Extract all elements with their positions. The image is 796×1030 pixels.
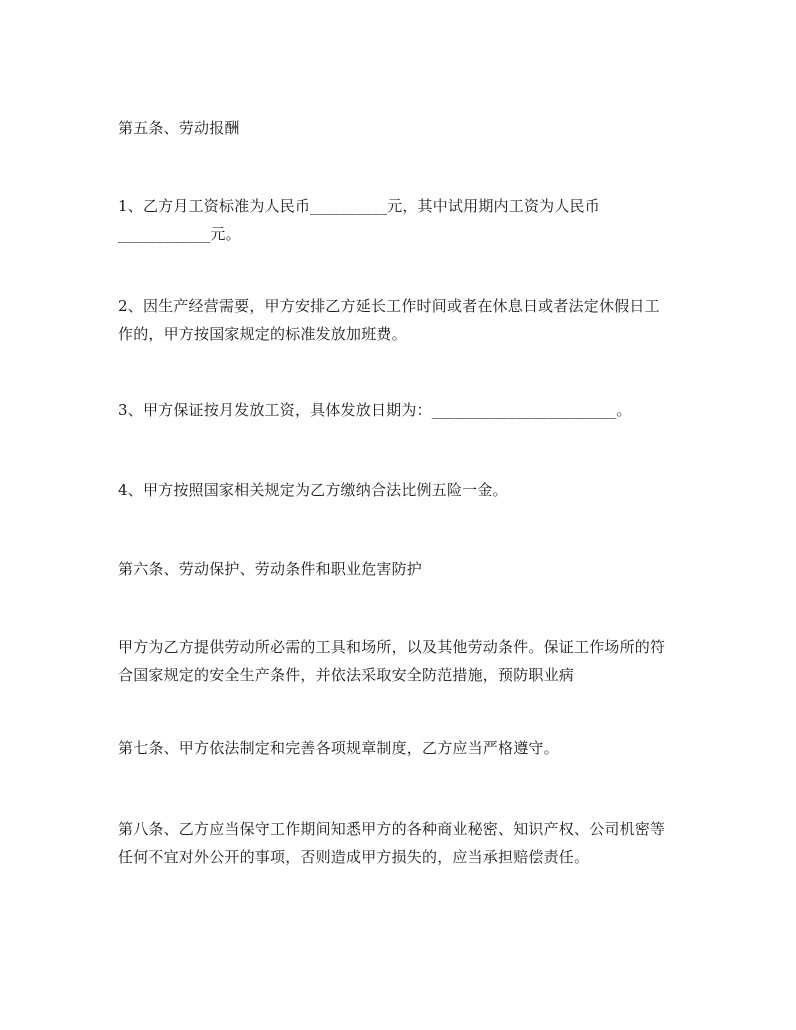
article5-heading bbox=[118, 114, 688, 142]
article6-body bbox=[118, 633, 688, 689]
article7 bbox=[118, 734, 688, 762]
article5-item4-text: 4、甲方按照国家相关规定为乙方缴纳合法比例五险一金。 bbox=[118, 481, 508, 499]
article6-body-line2: 合国家规定的安全生产条件，并依法采取安全防范措施，预防职业病 bbox=[118, 666, 575, 684]
article6-heading bbox=[118, 555, 688, 583]
article8-line1: 第八条、乙方应当保守工作期间知悉甲方的各种商业秘密、知识产权、公司机密等 bbox=[118, 820, 666, 838]
article5-item1-line1: 1、乙方月工资标准为人民币__________元，其中试用期内工资为人民币 bbox=[118, 197, 600, 215]
article5-item2-line2: 作的，甲方按国家规定的标准发放加班费。 bbox=[118, 325, 407, 343]
article8 bbox=[118, 815, 688, 871]
article5-item1-line2: ____________元。 bbox=[118, 225, 241, 243]
article8-line2: 任何不宜对外公开的事项，否则造成甲方损失的，应当承担赔偿责任。 bbox=[118, 848, 590, 866]
article5-item3 bbox=[118, 396, 688, 424]
article5-item2-line1: 2、因生产经营需要，甲方安排乙方延长工作时间或者在休息日或者法定休假日工 bbox=[118, 297, 660, 315]
article5-item1 bbox=[118, 192, 688, 248]
article5-item4 bbox=[118, 476, 688, 504]
article5-item3-text: 3、甲方保证按月发放工资，具体发放日期为：________________________。 bbox=[118, 401, 632, 419]
article6-body-line1: 甲方为乙方提供劳动所必需的工具和场所，以及其他劳动条件。保证工作场所的符 bbox=[118, 638, 666, 656]
article5-item2 bbox=[118, 292, 688, 348]
article7-text: 第七条、甲方依法制定和完善各项规章制度，乙方应当严格遵守。 bbox=[118, 739, 559, 757]
article6-heading-text: 第六条、劳动保护、劳动条件和职业危害防护 bbox=[118, 560, 423, 578]
article5-heading-text: 第五条、劳动报酬 bbox=[118, 119, 240, 137]
